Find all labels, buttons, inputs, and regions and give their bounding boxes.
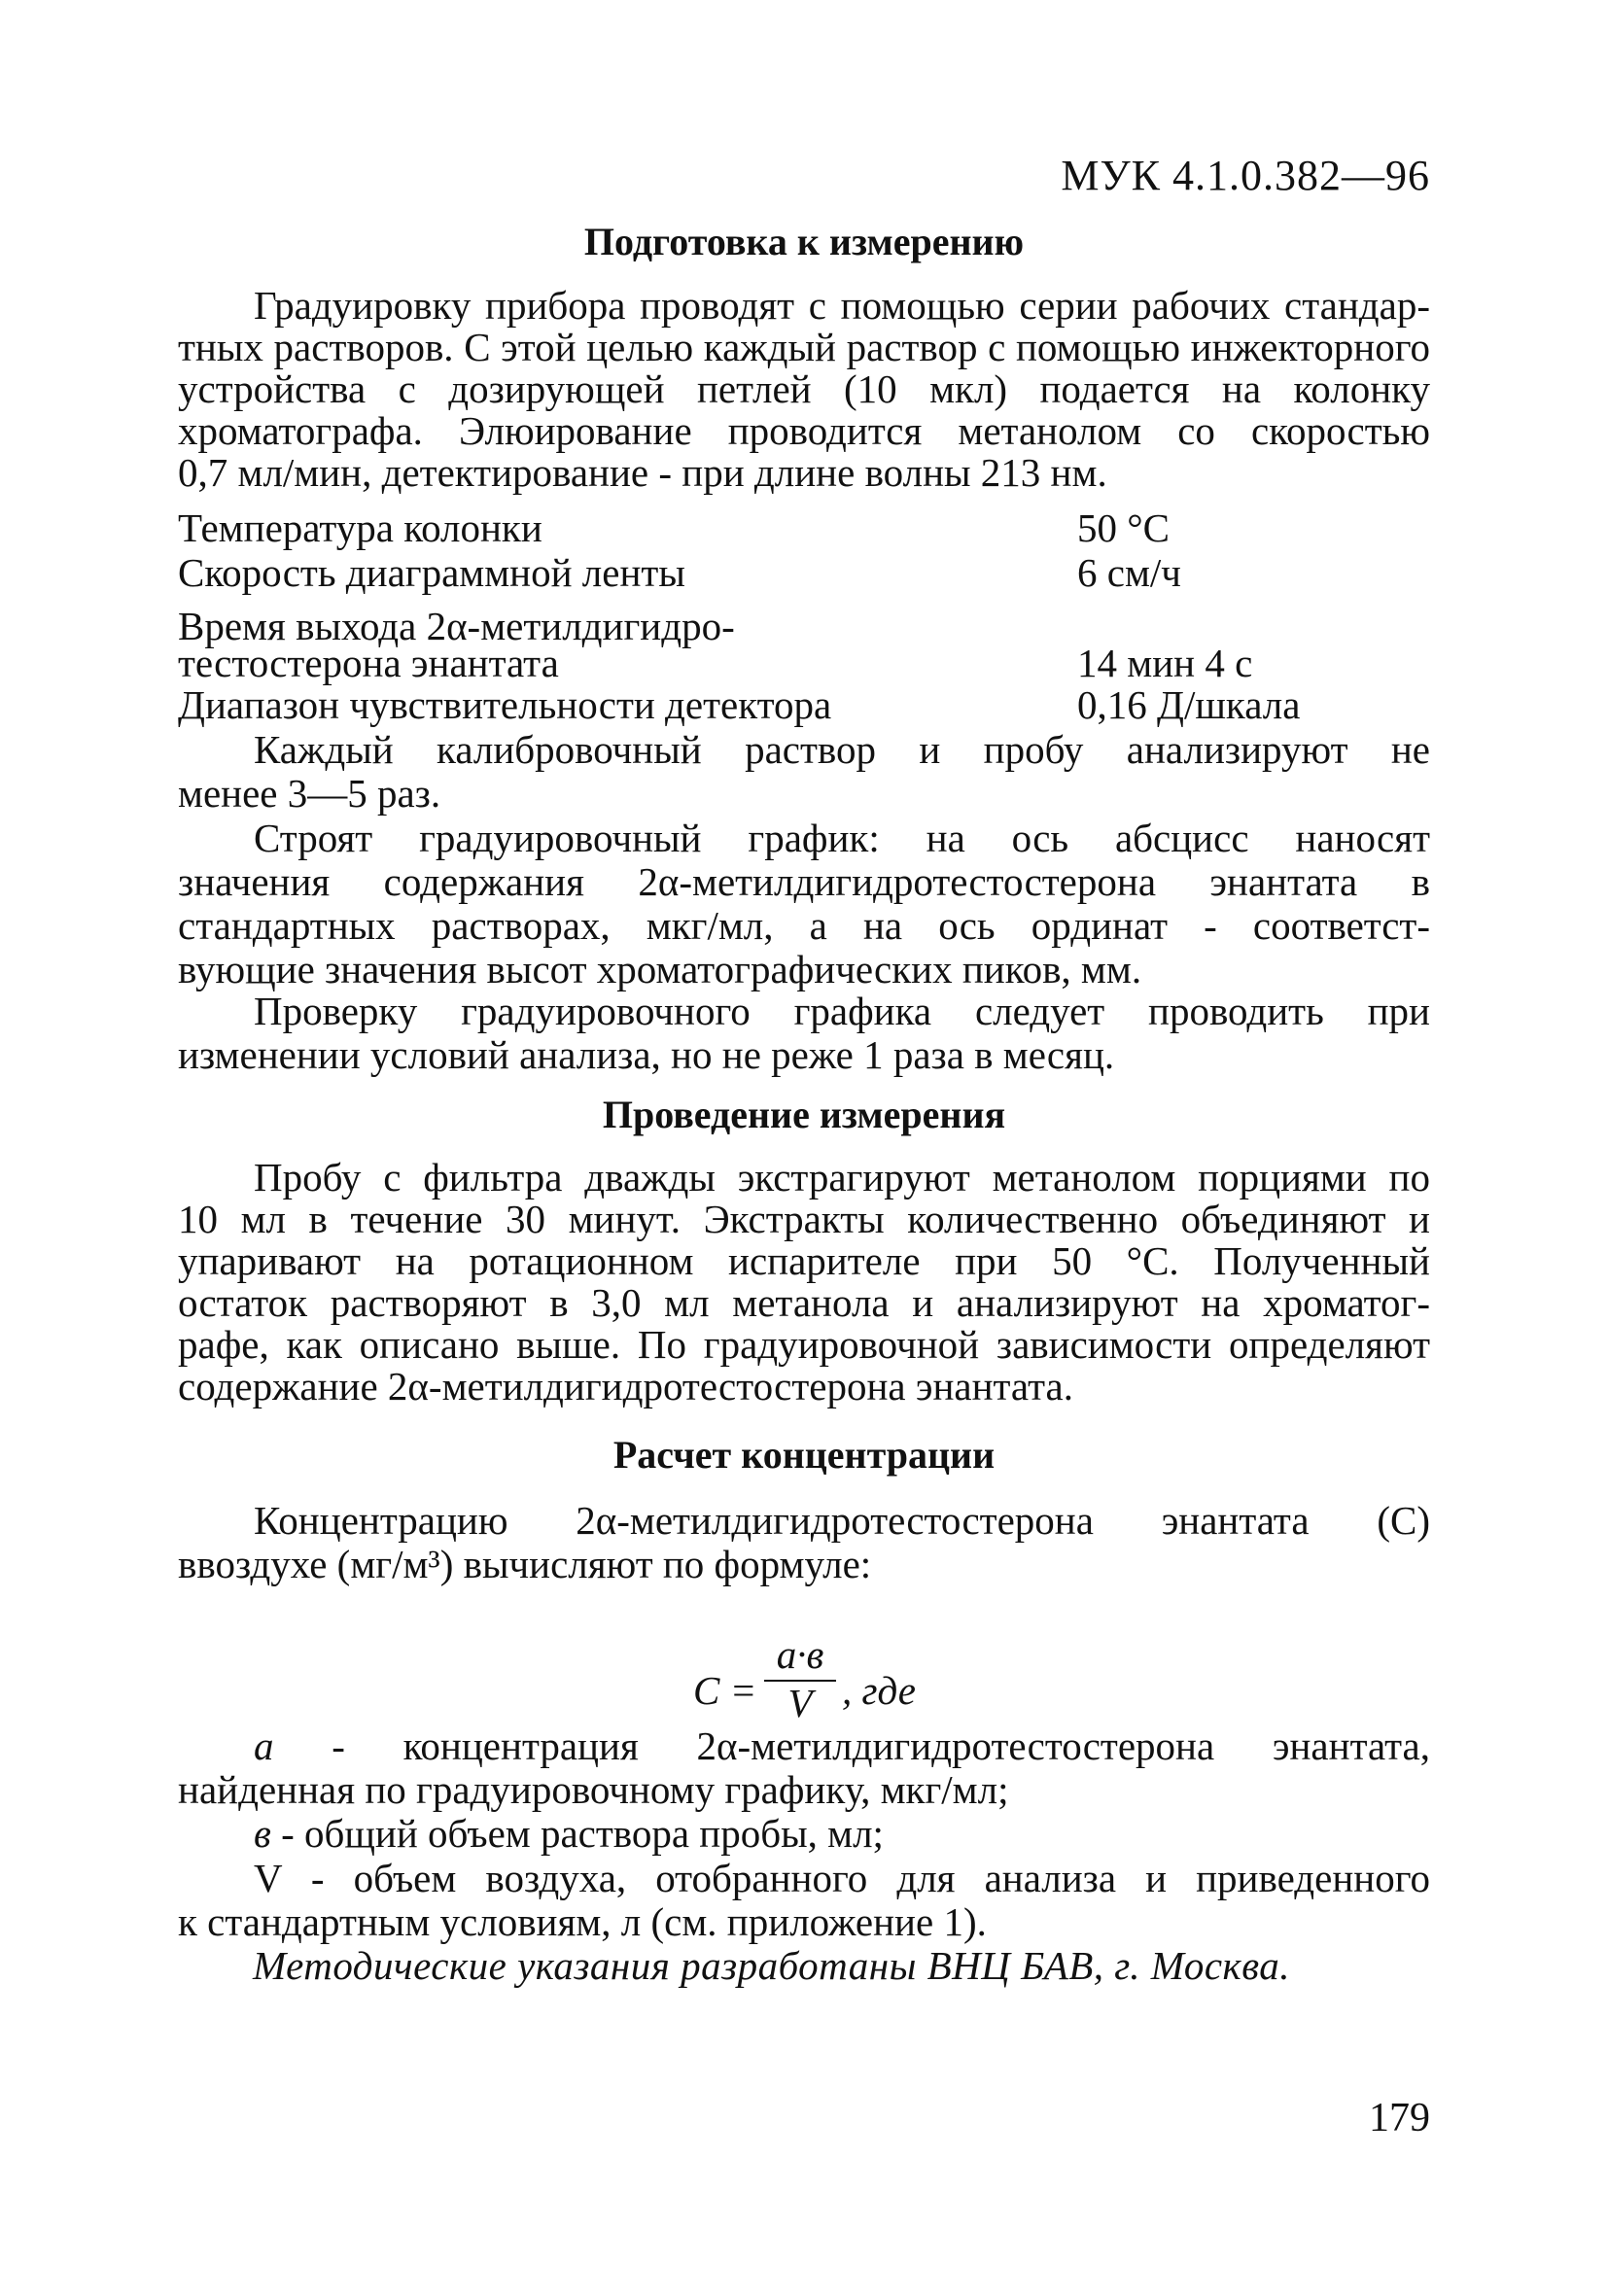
text-line: упаривают на ротационном испарителе при 50 °С. Полученный bbox=[178, 1238, 1430, 1283]
definition-text: - концентрация 2α-метилдигидротестостерона энантата, bbox=[273, 1723, 1430, 1768]
definition-v-upper bbox=[178, 1857, 1430, 1944]
param-name-continued: тестостерона энантата bbox=[178, 641, 559, 685]
text-line: тных растворов. С этой целью каждый раствор с помощью инжекторного bbox=[178, 325, 1430, 369]
param-name: Скорость диаграммной ленты bbox=[178, 550, 685, 595]
paragraph-measurement bbox=[178, 1157, 1430, 1408]
text-line: Строят градуировочный график: на ось абсцисс наносят bbox=[254, 816, 1430, 860]
text-line: остаток растворяют в 3,0 мл метанола и анализируют на хроматог- bbox=[178, 1280, 1430, 1325]
text-line: хроматографа. Элюирование проводится метанолом со скоростью bbox=[178, 408, 1430, 453]
text-line bbox=[178, 1724, 1430, 1768]
param-value: 0,16 Д/шкала bbox=[1077, 682, 1301, 727]
document-code: МУК 4.1.0.382—96 bbox=[1061, 152, 1430, 199]
text-line: Каждый калибровочный раствор и пробу анализируют не bbox=[254, 727, 1430, 772]
text-line: устройства с дозирующей петлей (10 мкл) подается на колонку bbox=[178, 366, 1430, 411]
text-line: Пробу с фильтра дважды экстрагируют метанолом порциями по bbox=[254, 1155, 1430, 1200]
text-line: стандартных растворах, мкг/мл, а на ось ординат - соответст- bbox=[178, 903, 1430, 948]
param-name: Диапазон чувствительности детектора bbox=[178, 682, 832, 727]
formula-numerator: a·в bbox=[776, 1632, 824, 1677]
text-line: содержание 2α-метилдигидротестостерона энантата. bbox=[178, 1364, 1073, 1409]
definition-text: - общий объем раствора пробы, мл; bbox=[270, 1811, 884, 1856]
text-line: значения содержания 2α-метилдигидротестостерона энантата в bbox=[178, 859, 1430, 904]
section-title-measurement: Проведение измерения bbox=[602, 1093, 1006, 1136]
text-line: 0,7 мл/мин, детектирование - при длине волны 213 нм. bbox=[178, 450, 1107, 495]
definition-v-lower bbox=[178, 1812, 1430, 1856]
text-line: вующие значения высот хроматографических пиков, мм. bbox=[178, 947, 1142, 991]
paragraph-repeat-analysis bbox=[178, 728, 1430, 816]
page-number: 179 bbox=[1369, 2096, 1430, 2140]
param-name: Температура колонки bbox=[178, 505, 542, 550]
symbol-a: а bbox=[254, 1723, 274, 1768]
text-line: ввоздухе (мг/м³) вычисляют по формуле: bbox=[178, 1542, 872, 1586]
symbol-v-lower: в bbox=[254, 1811, 271, 1856]
param-value: 6 см/ч bbox=[1077, 550, 1181, 595]
text-line: менее 3—5 раз. bbox=[178, 771, 441, 816]
text-line: рафе, как описано выше. По градуировочной зависимости определяют bbox=[178, 1322, 1430, 1367]
definition-text: - объем воздуха, отобранного для анализа и приведенного bbox=[281, 1856, 1430, 1900]
developer-note: Методические указания разработаны ВНЦ БАВ, г. Москва. bbox=[253, 1943, 1290, 1988]
text-line: Градуировку прибора проводят с помощью серии рабочих стандар- bbox=[254, 283, 1430, 328]
param-value: 14 мин 4 с bbox=[1077, 641, 1253, 685]
paragraph-graph-check bbox=[178, 990, 1430, 1077]
text-line: к стандартным условиям, л (см. приложение 1). bbox=[178, 1899, 987, 1944]
paragraph-calibration-graph bbox=[178, 817, 1430, 991]
formula-lhs: C = bbox=[693, 1668, 757, 1713]
section-title-preparation: Подготовка к измерению bbox=[583, 220, 1025, 263]
text-line bbox=[178, 1812, 1430, 1856]
formula-fraction bbox=[764, 1633, 836, 1725]
formula-rhs: , где bbox=[842, 1668, 916, 1713]
text-line: Концентрацию 2α-метилдигидротестостерона энантата (С) bbox=[254, 1498, 1430, 1543]
text-line: 10 мл в течение 30 минут. Экстракты количественно объединяют и bbox=[178, 1197, 1430, 1241]
definition-a bbox=[178, 1724, 1430, 1812]
paragraph-calibration bbox=[178, 285, 1430, 494]
section-title-calculation: Расчет концентрации bbox=[612, 1433, 996, 1477]
text-line bbox=[178, 1857, 1430, 1900]
param-name: Время выхода 2α-метилдигидро- bbox=[178, 604, 735, 648]
formula-denominator: V bbox=[787, 1681, 813, 1725]
param-value: 50 °С bbox=[1077, 505, 1170, 550]
text-line: Проверку градуировочного графика следует проводить при bbox=[254, 989, 1430, 1033]
symbol-v-upper: V bbox=[254, 1856, 282, 1900]
paragraph-concentration-intro bbox=[178, 1499, 1430, 1586]
text-line: изменении условий анализа, но не реже 1 раза в месяц. bbox=[178, 1032, 1115, 1077]
text-line: найденная по градуировочному графику, мкг/мл; bbox=[178, 1767, 1009, 1812]
